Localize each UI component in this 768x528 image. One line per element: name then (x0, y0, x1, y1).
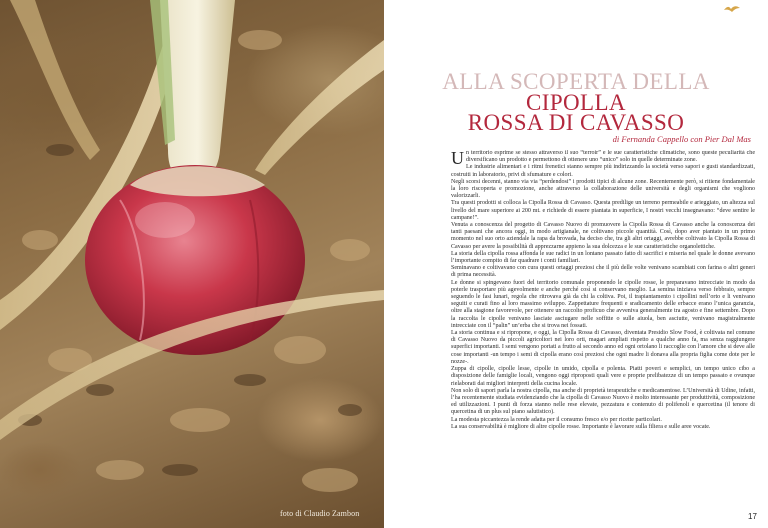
paragraph: n territorio esprime se stesso attraverso il suo “terroir” e le sue caratteristiche climatiche, sono queste peculiarità che diversificano un prodotto e permettono di ottenere uno “unico” solo in quelle determinate zone. (466, 150, 755, 164)
paragraph: La storia della cipolla rossa affonda le sue radici in un lontano passato fatto di sacrifici e miseria nel quale le donne avevano l’importante compito di far quadrare i conti familiari. (451, 250, 755, 265)
paragraph: Seminavano e coltivavano con cura questi ortaggi preziosi che il più delle volte venivano scambiati con farina o altri generi di prima necessità. (451, 265, 755, 279)
paragraph: Negli scorsi decenni, stanno via via “perdendosi” i prodotti tipici di alcune zone. Recentemente però, si ritiene fondamentale la loro riscoperta e promozione, anche attraverso la collaborazione delle università e degli organismi che vogliono valorizzarli. (451, 178, 755, 200)
paragraph: Non solo di sapori parla la nostra cipolla, ma anche di proprietà terapeutiche e medicamentose. L’Università di Udine, infatti, l’ha recentemente studiata evidenziando che la cipolla di Cavasso Nuovo è molto interessante per produttività, composizione ed utilizzazioni. I punti di forza stanno nelle rese elevate, pezzatura e contenuto di polifenoli e quercetina (il tenore di quercetina di un plus sul piano salutistico). (451, 387, 755, 416)
byline: di Fernanda Cappello con Pier Dal Mas (612, 134, 751, 144)
paragraph: La storia continua e si ripropone, e oggi, la Cipolla Rossa di Cavasso, diventata Presidio Slow Food, è coltivata nel comune di Cavasso Nuovo da piccoli agricoltori nei loro orti, magari ampliati rispetto a qualche anno fa, ma senza raggiungere superfici importanti. I semi vengono portati a frutto al secondo anno ed ogni ortolano li raccoglie con l’amore che si deve alle cose importanti -un tempo i semi di cipolla erano così preziosi che ogni madre li donava alla propria figlia come dote per le nozze-. (451, 330, 755, 365)
article-page (384, 0, 768, 528)
bird-logo-icon (723, 4, 741, 14)
paragraph: Zuppa di cipolle, cipolle lesse, cipolle in umido, cipolla e polenta. Piatti poveri e semplici, un tempo unico cibo a disposizione delle famiglie locali, vengono oggi riproposti quali vere e proprie prelibatezze di un tempo passato e ovunque rielaborati dai migliori interpreti della cucina locale. (451, 366, 755, 387)
drop-cap: U (451, 150, 464, 168)
title-line-2: CIPOLLA (526, 90, 626, 115)
article-body (451, 150, 755, 495)
paragraph: La modesta piccantezza la rende adatta per il consumo fresco e/o per ricette particolari. (451, 416, 662, 423)
title-line-3: ROSSA DI CAVASSO (467, 110, 685, 135)
paragraph: La sua conservabilità è migliore di altre cipolle rosse. Importante è lavorare sulla filiera e sulle aree vocate. (451, 423, 711, 430)
paragraph: Tra questi prodotti si colloca la Cipolla Rossa di Cavasso. Questa predilige un terreno permeabile e arieggiato, un altezza sul livello del mare superiore ai 200 mt. e richiede di essere piantata in superficie, I nostri vecchi insegnavano: “deve sentire le campane!”. (451, 200, 755, 221)
photo-credit: foto di Claudio Zambon (280, 509, 360, 518)
paragraph: Le donne si spingevano fuori del territorio comunale proponendo le cipolle rosse, le preparavano intrecciate in modo da poterle trasportare più agevolmente e anche perché così si conservano meglio. La semina iniziava verso febbraio, sempre seguendo le fasi lunari, regola che ritrovava già da chi la coltiva. Poi, il trapiantamento i cipollini nell’orto e li venivano seguiti e curati fino al loro massimo sviluppo. Zappettature frequenti e sradicamento delle erbacce erano l’unica garanzia, oltre alla stagione favorevole, per ottenere un raccolto proficuo che avveniva generalmente tra agosto e fine settembre. Dopo la raccolta le cipolle venivano lasciate asciugare nelle soffitte o sulle aiuola, ben asciutte, venivano magistralmente intrecciate con il “palin” un’erba che si trova nei fossati. (451, 279, 755, 329)
page-number: 17 (748, 512, 757, 521)
paragraph: Venuta a conoscenza del progetto di Cavasso Nuovo di promuovere la Cipolla Rossa di Cavasso anche la conoscenza dei tanti paesani che ancora oggi, in modo artigianale, ne coltivano piccole quantità. Così, dopo aver piantato in un primo momento nel suo orto aziendale la rapa da brovada, ha deciso che, tra gli altri ortaggi, avrebbe coltivato la Cipolla Rossa di Cavasso per avere la possibilità di apprezzarne appieno la sua dolcezza e le sue caratteristiche organolettiche. (451, 222, 755, 250)
title-line-1: ALLA SCOPERTA DELLA (442, 69, 710, 94)
paragraph: Le industrie alimentari e i ritmi frenetici stanno sempre più indirizzando la società verso sapori e gusti standardizzati, costruiti in laboratorio, privi di sfumature e colori. (451, 164, 755, 178)
